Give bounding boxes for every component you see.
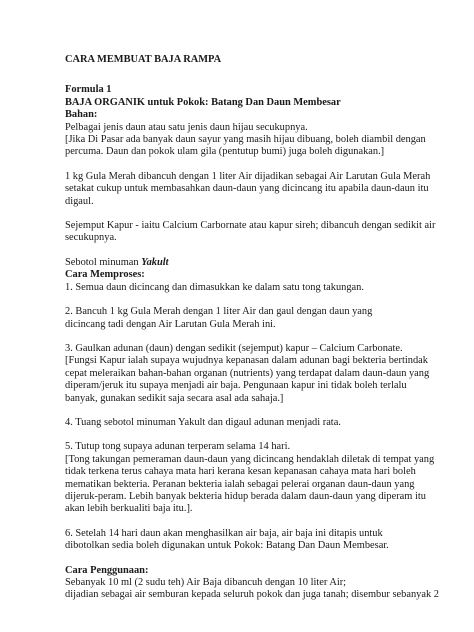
- memproses-heading: Cara Memproses:: [65, 269, 145, 281]
- text-line: dicincang tadi dengan Air Larutan Gula Merah ini.: [65, 318, 276, 330]
- text-line: digaul.: [65, 195, 94, 207]
- text-line: diperam/jeruk itu supaya menjadi air baja. Pengunaan kapur ini tidak boleh terlalu: [65, 380, 407, 392]
- text-line: dibotolkan sedia boleh digunakan untuk Pokok: Batang Dan Daun Membesar.: [65, 540, 389, 552]
- text-line: banyak, gunakan sedikit saja secara asal ada sahaja.]: [65, 392, 284, 404]
- text-line: 4. Tuang sebotol minuman Yakult dan digaul adunan menjadi rata.: [65, 416, 341, 428]
- step-5: [65, 441, 465, 515]
- text-line: akan lebih berkualiti baja itu.].: [65, 503, 193, 515]
- text-line: 6. Setelah 14 hari daun akan menghasilkan air baja, air baja ini ditapis untuk: [65, 527, 383, 539]
- step-6: [65, 528, 465, 553]
- bahan-daun-paragraph: [65, 122, 465, 159]
- text-line: Pelbagai jenis daun atau satu jenis daun hijau secukupnya.: [65, 121, 308, 133]
- formula-subtitle: BAJA ORGANIK untuk Pokok: Batang Dan Daun Membesar: [65, 96, 341, 108]
- text-line: 2. Bancuh 1 kg Gula Merah dengan 1 liter Air dan gaul dengan daun yang: [65, 306, 373, 318]
- text-line: 1 kg Gula Merah dibancuh dengan 1 liter Air dijadikan sebagai Air Larutan Gula Merah: [65, 170, 431, 182]
- text-line: dijeruk-peram. Lebih banyak bekteria hidup berada dalam daun-daun yang diperam itu: [65, 490, 426, 502]
- document-page: [65, 54, 465, 602]
- text-line: [Jika Di Pasar ada banyak daun sayur yang masih hijau dibuang, boleh diambil dengan: [65, 134, 426, 146]
- bahan-gula-paragraph: [65, 171, 465, 208]
- step-4: [65, 417, 465, 429]
- yakult-name: Yakult: [141, 256, 169, 268]
- penggunaan-heading: Cara Penggunaan:: [65, 564, 149, 576]
- bahan-yakult-line: [65, 257, 465, 269]
- text-line: [Tong takungan pemeraman daun-daun yang dicincang hendaklah diletak di tempat yang: [65, 453, 435, 465]
- text-line: dijadian sebagai air semburan kepada seluruh pokok dan juga tanah; disembur sebanyak 2: [65, 589, 439, 601]
- text-line: 1. Semua daun dicincang dan dimasukkan ke dalam satu tong takungan.: [65, 281, 364, 293]
- text-line: 5. Tutup tong supaya adunan terperam selama 14 hari.: [65, 441, 291, 453]
- text-line: percuma. Daun dan pokok ulam gila (pentutup bumi) juga boleh digunakan.]: [65, 146, 385, 158]
- text-line: cepat meleraikan bahan-bahan organan (nutrients) yang terdapat dalam daun-daun yang: [65, 367, 430, 379]
- text-line: [Fungsi Kapur ialah supaya wujudnya kepanasan dalam adunan bagi bekteria bertindak: [65, 355, 428, 367]
- step-3: [65, 343, 465, 405]
- text-line: Sebanyak 10 ml (2 sudu teh) Air Baja dibancuh dengan 10 liter Air;: [65, 577, 347, 588]
- text-line: 3. Gaulkan adunan (daun) dengan sedikit (sejemput) kapur – Calcium Carbonate.: [65, 342, 403, 354]
- text-line: tidak terkena terus cahaya mata hari kerana kesan kepanasan cahaya mata hari boleh: [65, 466, 416, 478]
- text-line: mematikan bekteria. Peranan bekteria ialah sebagai pelerai organan daun-daun yang: [65, 478, 415, 490]
- bahan-kapur-paragraph: [65, 220, 465, 245]
- document-title: CARA MEMBUAT BAJA RAMPA: [65, 54, 222, 65]
- bahan-heading: Bahan:: [65, 109, 98, 121]
- text-line: setakat cukup untuk membasahkan daun-daun yang dicincang itu apabila daun-daun itu: [65, 183, 429, 195]
- text-line: secukupnya.: [65, 232, 117, 244]
- step-1: [65, 282, 465, 294]
- penggunaan-paragraph: [65, 577, 465, 602]
- text-line: Sejemput Kapur - iaitu Calcium Carbornate atau kapur sireh; dibancuh dengan sedikit air: [65, 220, 436, 232]
- formula-label: Formula 1: [65, 84, 112, 96]
- step-2: [65, 306, 465, 331]
- yakult-prefix: Sebotol minuman: [65, 256, 142, 268]
